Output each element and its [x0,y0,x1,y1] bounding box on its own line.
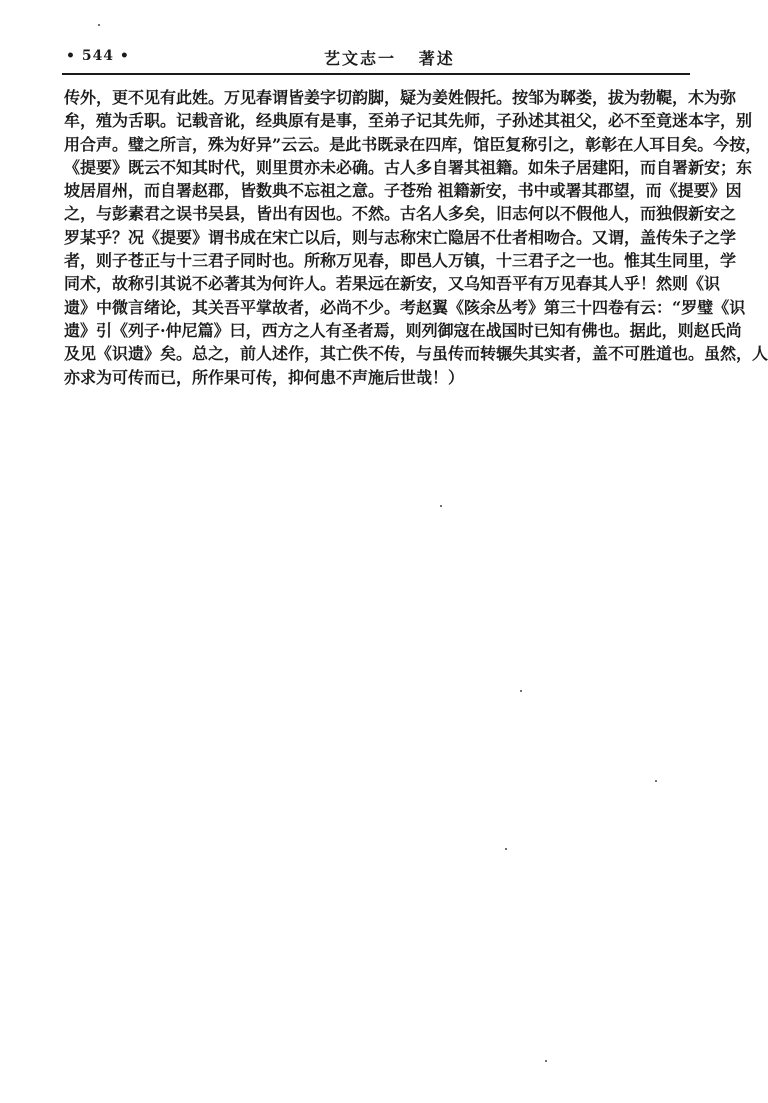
body-text [64,86,768,389]
running-title: 艺文志一 著述 [324,49,455,68]
text-line: 坡居眉州，而自署赵郡，皆数典不忘祖之意。子苍殆 祖籍新安，书中或署其郡望，而《提要》因 [64,181,742,201]
scan-speck [505,848,507,850]
text-line: 遗》引《列子·仲尼篇》曰，西方之人有圣者焉，则列御寇在战国时已知有佛也。据此，则赵氏尚 [64,320,742,340]
header-rule [62,73,690,75]
text-line: 亦求为可传而已，所作果可传，抑何患不声施后世哉！） [64,367,465,387]
scan-speck [655,780,657,782]
text-line: 牟，殖为舌职。记载音讹，经典原有是事，至弟子记其先师，子孙述其祖父，必不至竟迷本字，别 [64,111,753,131]
text-line: 罗某乎？况《提要》谓书成在宋亡以后，则与志称宋亡隐居不仕者相吻合。又谓，盖传朱子之学 [64,227,737,247]
text-line: 者，则子苍正与十三君子同时也。所称万见春，即邑人万镇，十三君子之一也。惟其生同里，学 [64,251,737,271]
page-header [62,46,690,72]
scan-speck [520,690,522,692]
page-number: • 544 • [66,48,130,64]
text-line: 及见《识遗》矣。总之，前人述作，其亡佚不传，与虽传而转辗失其实者，盖不可胜道也。虽然，人 [64,344,768,364]
text-line: 之，与彭素君之误书吴县，皆出有因也。不然。古名人多矣，旧志何以不假他人，而独假新安之 [64,204,737,224]
text-line: 遗》中微言绪论，其关吾平掌故者，必尚不少。考赵翼《陔余丛考》第三十四卷有云：“罗璧《识 [64,297,746,317]
scan-speck [98,24,100,26]
scan-speck [440,505,442,507]
text-line: 用合声。璧之所言，殊为好异”云云。是此书既录在四库，馆臣复称引之，彰彰在人耳目矣。今按， [64,134,762,154]
text-line: 《提要》既云不知其时代，则里贯亦未必确。古人多自署其祖籍。如朱子居建阳，而自署新安；东 [64,157,753,177]
text-line: 同术，故称引其说不必著其为何许人。若果远在新安，又乌知吾平有万见春其人乎！然则《识 [64,274,721,294]
text-line: 传外，更不见有此姓。万见春谓皆姜字切韵脚，疑为姜姓假托。按邹为郰娄，拔为勃鞮，木为弥 [64,88,737,107]
scan-speck [545,1060,547,1062]
